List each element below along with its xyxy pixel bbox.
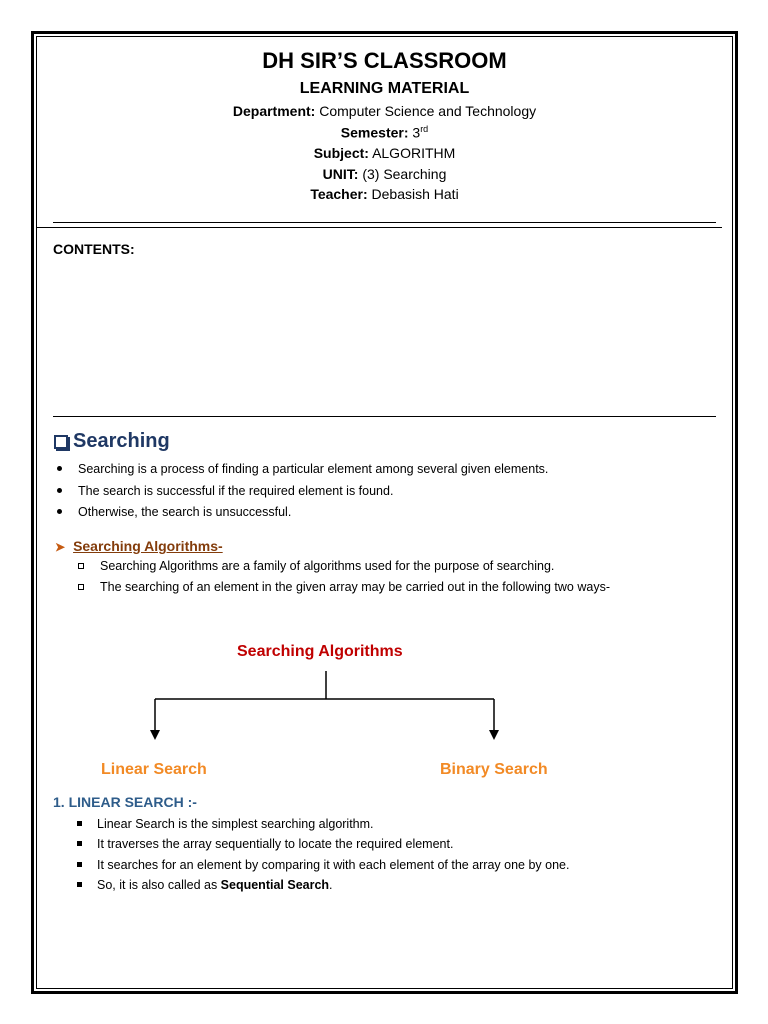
bullet-icon	[77, 882, 82, 887]
department-label: Department:	[232, 103, 316, 119]
list-item-text: Linear Search is the simplest searching algorithm.	[97, 817, 374, 831]
list-item	[77, 817, 374, 831]
searching-algorithms-heading-text: Searching Algorithms-	[73, 538, 223, 554]
sequential-search-term: Sequential Search	[220, 878, 330, 892]
list-item	[77, 878, 333, 892]
subject-value: ALGORITHM	[372, 145, 456, 161]
page-subtitle: LEARNING MATERIAL	[299, 80, 470, 97]
semester-suffix: rd	[420, 124, 429, 134]
unit-value: (3) Searching	[362, 166, 447, 182]
diagram-root-label: Searching Algorithms	[237, 643, 403, 660]
list-item-text: It searches for an element by comparing it with each element of the array one by one.	[97, 858, 570, 872]
bullet-icon	[77, 841, 82, 846]
bullet-icon	[77, 862, 82, 867]
list-item	[77, 858, 569, 872]
semester-value: 3	[412, 124, 421, 141]
list-item-text-prefix: So, it is also called as	[97, 878, 221, 892]
teacher-value: Debasish Hati	[371, 186, 459, 202]
contents-heading: CONTENTS:	[53, 241, 135, 257]
page-title: DH SIR’S CLASSROOM	[262, 48, 507, 73]
diagram-right-label: Binary Search	[440, 761, 548, 778]
list-item-text-suffix: .	[329, 878, 333, 892]
diagram-left-label: Linear Search	[101, 761, 207, 778]
bullet-icon	[77, 821, 82, 826]
list-item	[77, 837, 453, 851]
searching-heading-text: Searching	[73, 430, 170, 452]
list-item-text: It traverses the array sequentially to locate the required element.	[97, 837, 454, 851]
department-value: Computer Science and Technology	[319, 103, 537, 119]
list-item-text: Otherwise, the search is unsuccessful.	[78, 505, 292, 519]
teacher-label: Teacher:	[310, 186, 368, 202]
list-item-text: Searching is a process of finding a particular element among several given elements.	[78, 462, 549, 476]
arrow-bullet-icon: ➤	[55, 540, 66, 554]
list-item-text: The search is successful if the required element is found.	[78, 484, 394, 498]
linear-search-heading: 1. LINEAR SEARCH :-	[53, 794, 197, 810]
list-item-text: Searching Algorithms are a family of algorithms used for the purpose of searching.	[100, 559, 555, 573]
subject-label: Subject:	[313, 145, 369, 161]
unit-label: UNIT:	[322, 166, 359, 182]
semester-label: Semester:	[340, 124, 409, 141]
list-item-text: The searching of an element in the given array may be carried out in the following two ways-	[100, 580, 610, 594]
